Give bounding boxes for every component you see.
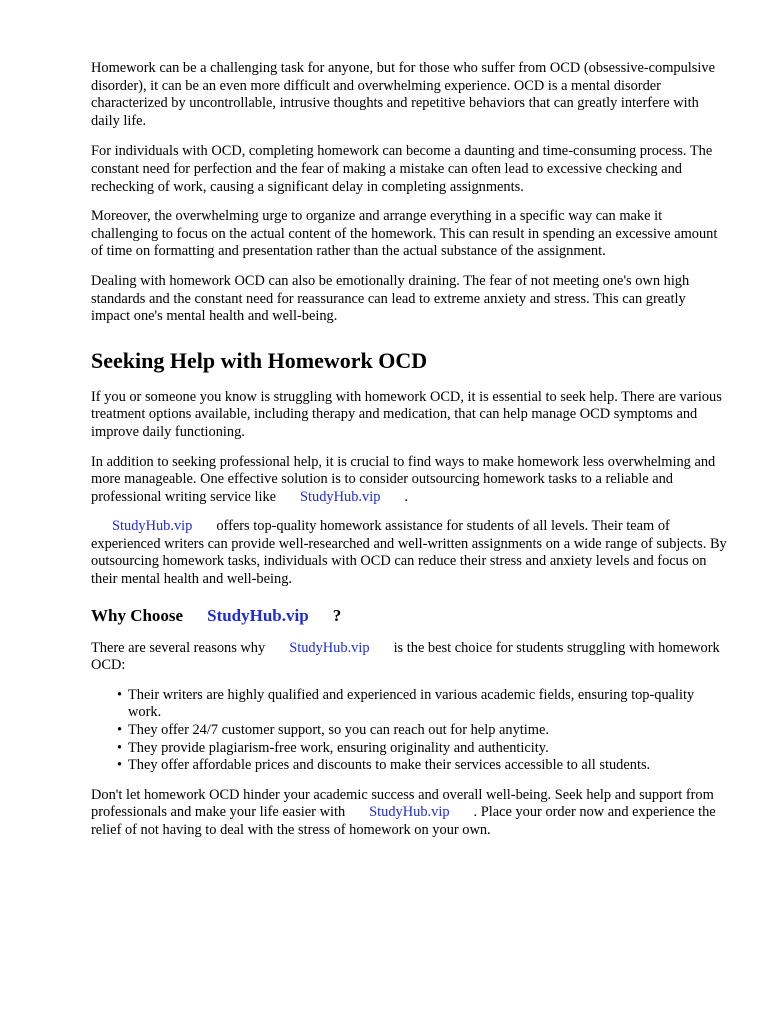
list-item [91,687,727,722]
paragraph-text: There are several reasons why [91,639,266,656]
studyhub-link[interactable]: StudyHub.vip [300,488,381,505]
studyhub-link[interactable]: StudyHub.vip [289,639,370,656]
seeking-help-paragraph-2 [91,454,727,507]
studyhub-link[interactable]: StudyHub.vip [207,605,309,625]
intro-paragraph-4: Dealing with homework OCD can also be emotionally draining. The fear of not meeting one's own high standards and the constant need for reassurance can lead to extreme anxiety and stress. This can greatly impact one's mental health and well-being. [91,272,690,325]
paragraph-text: In addition to seeking professional help, it is crucial to find ways to make homework less overwhelming and more manageable. One effective solution is to consider outsourcing homework tasks to a reliable and professional writing service like [91,453,716,505]
paragraph-text: Don't let homework OCD hinder your academic success and overall well-being. Seek help and support from professionals and make your life easier with [91,786,714,821]
studyhub-link[interactable]: StudyHub.vip [112,518,193,535]
closing-paragraph [91,787,727,840]
studyhub-link[interactable]: StudyHub.vip [369,804,450,821]
paragraph-text: is the best choice for students struggling with homework OCD: [91,639,720,674]
list-item-text: They provide plagiarism-free work, ensuring originality and authenticity. [128,739,549,756]
bullet: • [117,686,123,703]
seeking-help-paragraph-1: If you or someone you know is struggling with homework OCD, it is essential to seek help. There are various treatment options available, including therapy and medication, that can help manage OCD symptoms and improve daily functioning. [91,388,722,440]
bullet: • [117,757,123,774]
reasons-list [91,687,727,775]
intro-paragraph-1: Homework can be a challenging task for anyone, but for those who suffer from OCD (obsessive-compulsive disorder), it can be an even more difficult and overwhelming experience. OCD is a mental disorder characterized by uncontrollable, intrusive thoughts and repetitive behaviors that can greatly interfere with daily life. [91,60,715,129]
section-heading-why-choose [91,605,727,627]
list-item-text: Their writers are highly qualified and experienced in various academic fields, ensuring top-quality work. [128,686,695,721]
section-heading-seeking-help: Seeking Help with Homework OCD [91,347,428,373]
bullet: • [117,722,123,739]
intro-paragraph-2: For individuals with OCD, completing homework can become a daunting and time-consuming process. The constant need for perfection and the fear of making a mistake can often lead to excessive checking and rechecking of work, causing a significant delay in completing assignments. [91,143,713,195]
intro-paragraph-3: Moreover, the overwhelming urge to organize and arrange everything in a specific way can make it challenging to focus on the actual content of the homework. This can result in spending an excessive amount of time on formatting and presentation rather than the actual substance of the assignment. [91,208,718,260]
paragraph-text: . [404,488,408,505]
why-choose-paragraph [91,640,727,675]
list-item [91,757,727,775]
heading-text: ? [332,605,342,625]
list-item [91,722,727,740]
document-page [91,60,727,840]
bullet: • [117,739,123,756]
paragraph-text: . Place your order now and experience the relief of not having to deal with the stress of homework on your own. [91,804,716,838]
list-item-text: They offer affordable prices and discounts to make their services accessible to all students. [128,757,651,774]
paragraph-text: offers top-quality homework assistance for students of all levels. Their team of experienced writers can provide well-researched and well-written assignments on a wide range of subjects. By outsourcing homework tasks, individuals with OCD can reduce their stress and anxiety levels and focus on their mental health and well-being. [91,518,727,588]
list-item-text: They offer 24/7 customer support, so you can reach out for help anytime. [128,722,549,739]
heading-text: Why Choose [91,605,184,625]
list-item [91,740,727,758]
seeking-help-paragraph-3 [91,518,727,588]
